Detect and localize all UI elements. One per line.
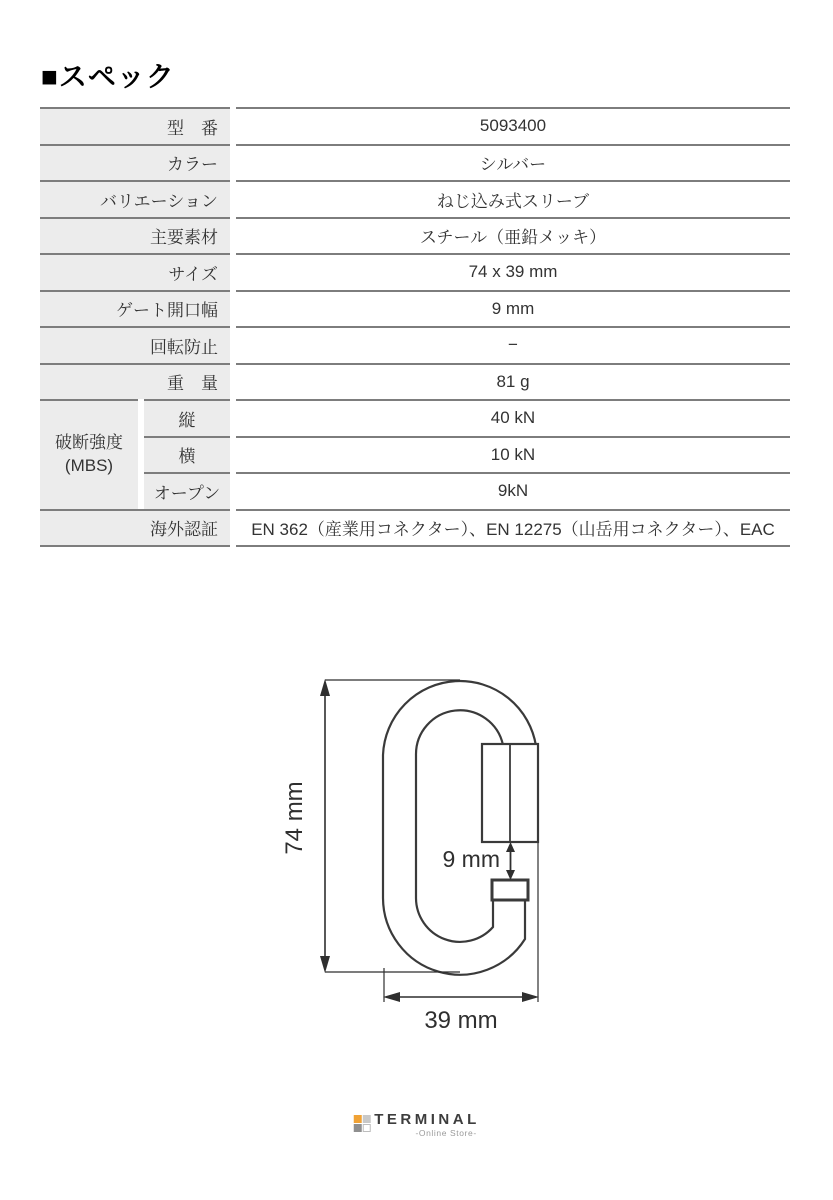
- logo-text: [374, 1112, 480, 1138]
- table-row: [40, 217, 790, 254]
- row-value: シルバー: [236, 144, 790, 181]
- store-logo: [353, 1112, 480, 1138]
- row-value: −: [236, 326, 790, 363]
- row-label: バリエーション: [40, 180, 230, 217]
- quick-link-dimension-diagram: [280, 650, 610, 1050]
- row-value: ねじ込み式スリーブ: [236, 180, 790, 217]
- logo-name: TERMINAL: [374, 1111, 480, 1128]
- table-row: [40, 180, 790, 217]
- table-row: [144, 399, 790, 436]
- spec-table: [40, 107, 790, 545]
- row-value: 10 kN: [236, 436, 790, 473]
- row-value: 5093400: [236, 107, 790, 144]
- table-row-certifications: [40, 509, 790, 546]
- row-label: 主要素材: [40, 217, 230, 254]
- row-sublabel: 横: [144, 436, 230, 473]
- table-row: [144, 472, 790, 509]
- logo-subtitle: -Online Store-: [415, 1127, 477, 1138]
- row-value: EN 362（産業用コネクター）、EN 12275（山岳用コネクター）、EAC: [236, 509, 790, 546]
- gate-dimension-label: 9 mm: [442, 846, 500, 872]
- height-arrow-up: [320, 679, 330, 696]
- width-arrow-right: [522, 992, 539, 1002]
- table-row: [40, 363, 790, 400]
- row-label: 海外認証: [40, 509, 230, 546]
- group-label: [40, 399, 138, 509]
- row-sublabel: 縦: [144, 399, 230, 436]
- table-row: [40, 107, 790, 144]
- table-row: [144, 436, 790, 473]
- row-value: 81 g: [236, 363, 790, 400]
- table-row: [40, 326, 790, 363]
- logo-square-lightgray: [362, 1115, 370, 1123]
- group-label-line2: (MBS): [64, 455, 114, 475]
- row-value: 9 mm: [236, 290, 790, 327]
- row-sublabel: オープン: [144, 472, 230, 509]
- row-label: 型 番: [40, 107, 230, 144]
- group-label-line1: 破断強度: [55, 432, 123, 452]
- row-label: 回転防止: [40, 326, 230, 363]
- page-title: ■スペック: [41, 61, 175, 92]
- group-rows: [144, 399, 790, 509]
- table-group-mbs: [40, 399, 790, 509]
- height-dimension-label: 74 mm: [281, 781, 308, 855]
- logo-grid-icon: [353, 1115, 370, 1132]
- row-value: 40 kN: [236, 399, 790, 436]
- width-dimension-label: 39 mm: [424, 1007, 498, 1034]
- row-label: 重 量: [40, 363, 230, 400]
- table-row: [40, 253, 790, 290]
- gate-stub-rect: [492, 880, 528, 900]
- gate-arrow-up-head: [506, 842, 515, 852]
- table-row: [40, 290, 790, 327]
- row-value: 9kN: [236, 472, 790, 509]
- width-arrow-left: [383, 992, 400, 1002]
- row-value: 74 x 39 mm: [236, 253, 790, 290]
- row-label: カラー: [40, 144, 230, 181]
- height-arrow-down: [320, 956, 330, 973]
- row-label: ゲート開口幅: [40, 290, 230, 327]
- logo-square-white: [362, 1124, 370, 1132]
- row-label: サイズ: [40, 253, 230, 290]
- logo-square-gray: [353, 1124, 361, 1132]
- logo-square-orange: [353, 1115, 361, 1123]
- row-value: スチール（亜鉛メッキ）: [236, 217, 790, 254]
- table-row: [40, 144, 790, 181]
